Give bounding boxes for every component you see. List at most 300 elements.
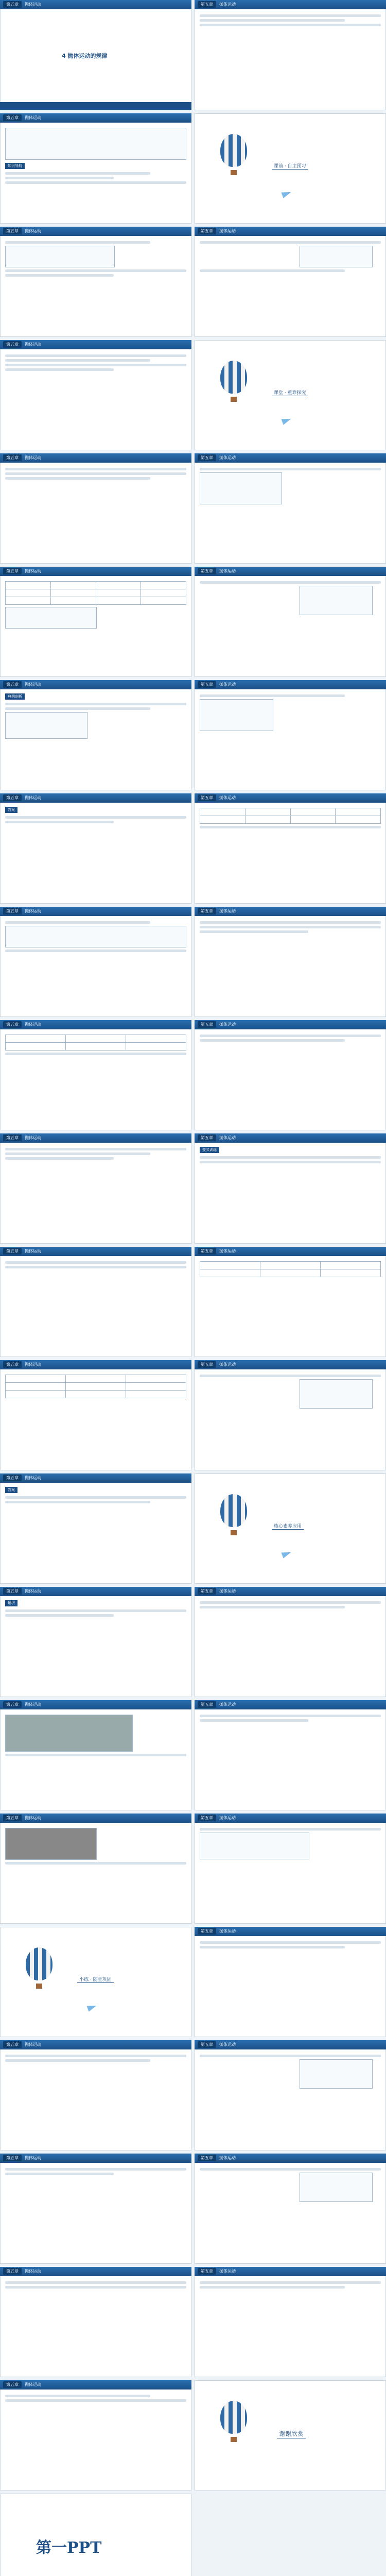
slide-content[interactable] <box>0 2380 191 2490</box>
slide-column-right <box>195 0 386 2494</box>
chapter-label: 第五章 <box>3 341 22 348</box>
lesson-title: 4 抛体运动的规律 <box>62 53 108 59</box>
brand-logo: 第一PPT <box>36 2539 102 2557</box>
chapter-title: 抛体运动 <box>219 1022 236 1027</box>
slide-header <box>0 1473 191 1483</box>
slide-header <box>0 1360 191 1369</box>
balloon-icon <box>220 1494 247 1527</box>
slide-body <box>0 2163 191 2180</box>
chapter-title: 抛体运动 <box>219 1362 236 1367</box>
slide-body <box>0 1709 191 1761</box>
text-line <box>5 241 150 244</box>
slide-content[interactable] <box>0 1814 191 1924</box>
diagram <box>300 1379 373 1409</box>
slide-thanks[interactable] <box>195 2380 386 2490</box>
diagram <box>5 712 87 739</box>
chapter-label: 第五章 <box>198 1815 216 1821</box>
diagram <box>5 926 186 947</box>
text-line <box>200 826 381 828</box>
text-line <box>5 1862 186 1865</box>
analysis-tag: 解析 <box>5 1600 17 1606</box>
slide-header <box>0 453 191 463</box>
slide-title[interactable] <box>0 0 191 110</box>
text-line <box>200 1039 345 1042</box>
content-table <box>200 808 381 824</box>
slide-content[interactable] <box>0 907 191 1017</box>
diagram <box>5 246 115 267</box>
section-title: 核心素养应用 <box>272 1522 304 1530</box>
chapter-label: 第五章 <box>198 1021 216 1028</box>
slide-body <box>0 689 191 744</box>
text-line <box>5 1501 150 1503</box>
slide-body <box>0 576 191 634</box>
slide-body <box>195 689 386 736</box>
answer-tag: 答案 <box>5 807 17 813</box>
text-line <box>5 472 186 475</box>
slide-body <box>0 1483 191 1509</box>
paper-plane-icon <box>86 2003 97 2011</box>
chapter-title: 抛体运动 <box>25 115 41 120</box>
slide-body <box>195 1709 386 1727</box>
slide-content[interactable] <box>195 2154 386 2264</box>
slide-header <box>0 0 191 9</box>
text-line <box>5 1266 186 1268</box>
text-line <box>200 468 381 470</box>
slide-header <box>0 2380 191 2389</box>
slide-column-left <box>0 0 191 2576</box>
chapter-label: 第五章 <box>3 794 22 801</box>
content-table <box>5 1035 186 1050</box>
text-line <box>5 2281 186 2284</box>
slide-header <box>0 340 191 349</box>
slide-content[interactable] <box>195 907 386 1017</box>
section-title: 小练 · 随堂巩固 <box>77 1976 114 1983</box>
slide-content[interactable] <box>195 1360 386 1470</box>
chapter-label: 第五章 <box>3 2155 22 2161</box>
text-line <box>5 1496 186 1499</box>
chapter-title: 抛体运动 <box>25 2 41 7</box>
slide-example[interactable] <box>0 680 191 790</box>
slide-header <box>0 1020 191 1029</box>
slide-header <box>0 567 191 576</box>
chapter-title: 抛体运动 <box>25 2042 41 2047</box>
slide-body <box>0 1369 191 1403</box>
diagram <box>200 699 273 731</box>
chapter-title: 抛体运动 <box>25 682 41 687</box>
slide-body <box>195 1823 386 1865</box>
chapter-title: 抛体运动 <box>25 2156 41 2160</box>
slide-content[interactable] <box>0 1133 191 1244</box>
slide-body <box>195 2276 386 2294</box>
slide-body <box>0 1596 191 1622</box>
slide-body <box>195 1256 386 1282</box>
slide-table[interactable] <box>0 1360 191 1470</box>
slide-header <box>0 1133 191 1143</box>
slide-table[interactable] <box>0 1020 191 1130</box>
text-line <box>200 19 345 22</box>
text-line <box>5 177 114 179</box>
slide-body <box>0 1256 191 1274</box>
slide-header <box>0 1700 191 1709</box>
chapter-label: 第五章 <box>3 1475 22 1481</box>
slide-header <box>195 1700 386 1709</box>
section-title: 课前 · 自主预习 <box>272 162 308 170</box>
text-line <box>200 2055 381 2057</box>
slide-content[interactable] <box>0 340 191 450</box>
chapter-title: 抛体运动 <box>25 1589 41 1594</box>
chapter-title: 抛体运动 <box>25 1136 41 1140</box>
chapter-title: 抛体运动 <box>25 795 41 800</box>
diagram <box>300 2059 373 2089</box>
text-line <box>200 2281 381 2284</box>
slide-content[interactable] <box>195 2267 386 2377</box>
diagram <box>200 472 282 504</box>
chapter-title: 抛体运动 <box>219 2156 236 2160</box>
slide-body <box>195 9 386 31</box>
slide-body <box>195 576 386 620</box>
diagram <box>200 1833 309 1859</box>
text-line <box>5 2168 186 2171</box>
slide-content[interactable] <box>195 1927 386 2037</box>
trial-tag: 变式训练 <box>200 1147 219 1153</box>
chapter-title: 抛体运动 <box>219 1929 236 1934</box>
text-line <box>5 368 114 371</box>
text-line <box>5 2173 114 2175</box>
slide-content[interactable] <box>195 453 386 564</box>
slide-body <box>0 1029 191 1060</box>
balloon-icon <box>26 1947 52 1980</box>
chapter-title: 抛体运动 <box>219 682 236 687</box>
text-line <box>5 1609 186 1612</box>
slide-header <box>195 227 386 236</box>
slide-photo[interactable] <box>0 1700 191 1810</box>
answer-tag: 答案 <box>5 1487 17 1493</box>
paper-plane-icon <box>281 1549 292 1558</box>
text-line <box>5 707 150 710</box>
slide-body <box>0 349 191 376</box>
text-line <box>5 181 186 184</box>
text-line <box>200 581 381 584</box>
text-line <box>5 921 150 924</box>
chapter-label: 第五章 <box>3 1361 22 1368</box>
slide-header <box>195 567 386 576</box>
slide-header <box>195 1247 386 1256</box>
slide-header <box>195 2040 386 2049</box>
slide-header <box>195 1587 386 1596</box>
slide-body <box>195 236 386 277</box>
slide-table[interactable] <box>195 1247 386 1357</box>
chapter-title: 抛体运动 <box>219 2042 236 2047</box>
chapter-label: 第五章 <box>198 1134 216 1141</box>
text-line <box>5 1148 186 1150</box>
slide-header <box>195 907 386 916</box>
slide-header <box>0 1587 191 1596</box>
slide-table[interactable] <box>0 567 191 677</box>
slide-content[interactable] <box>195 1587 386 1697</box>
slide-content[interactable] <box>0 1247 191 1357</box>
chapter-label: 第五章 <box>198 681 216 688</box>
slide-header <box>195 2154 386 2163</box>
chapter-label: 第五章 <box>3 1588 22 1595</box>
slide-content[interactable] <box>195 2040 386 2150</box>
slide-section[interactable] <box>195 113 386 224</box>
chapter-label: 第五章 <box>198 454 216 461</box>
chapter-label: 第五章 <box>198 1 216 8</box>
text-line <box>5 703 186 705</box>
chapter-label: 第五章 <box>198 794 216 801</box>
slide-header <box>195 1133 386 1143</box>
chapter-label: 第五章 <box>3 114 22 121</box>
text-line <box>200 1601 381 1604</box>
slide-header <box>0 227 191 236</box>
text-line <box>200 2286 345 2289</box>
text-line <box>200 1719 308 1722</box>
chapter-title: 抛体运动 <box>219 569 236 573</box>
chapter-label: 第五章 <box>3 568 22 574</box>
text-line <box>200 930 308 933</box>
chapter-label: 第五章 <box>3 2381 22 2388</box>
text-line <box>5 821 114 823</box>
text-line <box>5 172 150 175</box>
slide-answer[interactable] <box>0 793 191 904</box>
text-line <box>5 364 186 366</box>
text-line <box>200 926 381 928</box>
text-line <box>200 1606 345 1608</box>
chapter-title: 抛体运动 <box>25 1249 41 1253</box>
text-line <box>200 1941 381 1944</box>
content-table <box>5 581 186 605</box>
slide-header <box>0 1247 191 1256</box>
slide-body <box>0 803 191 828</box>
text-line <box>5 2399 186 2402</box>
slide-header <box>0 907 191 916</box>
chapter-label: 第五章 <box>198 2041 216 2048</box>
paper-plane-icon <box>281 189 292 198</box>
slide-body <box>195 1596 386 1614</box>
chapter-title: 抛体运动 <box>25 2269 41 2274</box>
slide-header <box>195 0 386 9</box>
text-line <box>200 1946 345 1948</box>
slide-content[interactable] <box>195 227 386 337</box>
chapter-title: 抛体运动 <box>25 1476 41 1480</box>
text-line <box>5 2055 186 2057</box>
chapter-title: 抛体运动 <box>219 1816 236 1820</box>
chapter-label: 第五章 <box>3 1 22 8</box>
chapter-title: 抛体运动 <box>25 229 41 233</box>
text-line <box>200 14 381 17</box>
chapter-label: 第五章 <box>198 568 216 574</box>
slide-content[interactable] <box>195 1020 386 1130</box>
text-line <box>200 1035 381 1037</box>
chapter-label: 第五章 <box>3 454 22 461</box>
slide-header <box>0 2040 191 2049</box>
text-line <box>200 1375 381 1377</box>
chapter-label: 第五章 <box>198 1361 216 1368</box>
chapter-title: 抛体运动 <box>219 1589 236 1594</box>
text-line <box>5 359 150 362</box>
text-line <box>200 1715 381 1717</box>
slide-header <box>0 2267 191 2276</box>
slide-footer-bar <box>0 102 191 110</box>
chapter-title: 抛体运动 <box>25 1702 41 1707</box>
chapter-label: 第五章 <box>3 1021 22 1028</box>
slide-body <box>0 2276 191 2294</box>
slide-content[interactable] <box>0 453 191 564</box>
chapter-title: 抛体运动 <box>219 2 236 7</box>
diagram <box>5 607 97 629</box>
text-line <box>200 269 345 272</box>
text-line <box>200 1156 381 1159</box>
text-line <box>5 2059 150 2062</box>
chapter-label: 第五章 <box>3 681 22 688</box>
photo <box>5 1715 133 1752</box>
chapter-label: 第五章 <box>3 1134 22 1141</box>
text-line <box>5 468 186 470</box>
diagram <box>300 246 373 267</box>
chapter-label: 第五章 <box>198 2268 216 2275</box>
chapter-title: 抛体运动 <box>25 569 41 573</box>
text-line <box>200 1161 381 1163</box>
slide-header <box>0 2154 191 2163</box>
slide-body <box>0 463 191 485</box>
chapter-title: 抛体运动 <box>25 2382 41 2387</box>
chapter-label: 第五章 <box>3 228 22 234</box>
diagram <box>300 586 373 615</box>
chapter-title: 抛体运动 <box>219 1702 236 1707</box>
slide-content[interactable] <box>0 2040 191 2150</box>
chapter-label: 第五章 <box>3 1248 22 1255</box>
text-line <box>5 816 186 819</box>
slide-body <box>0 2049 191 2067</box>
slide-body <box>195 1029 386 1047</box>
chapter-title: 抛体运动 <box>25 1362 41 1367</box>
paper-plane-icon <box>281 416 292 425</box>
chapter-title: 抛体运动 <box>219 229 236 233</box>
chapter-label: 第五章 <box>198 1588 216 1595</box>
slide-body <box>195 2163 386 2207</box>
text-line <box>200 694 345 697</box>
chapter-title: 抛体运动 <box>219 1249 236 1253</box>
slide-body <box>0 2389 191 2407</box>
slide-body <box>0 236 191 282</box>
slide-body <box>0 123 191 189</box>
chapter-label: 第五章 <box>198 1248 216 1255</box>
chapter-label: 第五章 <box>198 908 216 914</box>
text-line <box>5 1053 186 1055</box>
objectives-box <box>5 128 186 160</box>
text-line <box>5 269 186 272</box>
text-line <box>5 354 186 357</box>
text-line <box>5 1754 186 1756</box>
balloon-icon <box>220 134 247 167</box>
slide-header <box>195 2267 386 2276</box>
text-line <box>200 24 381 26</box>
chapter-title: 抛体运动 <box>219 909 236 913</box>
slide-section[interactable] <box>195 340 386 450</box>
slide-header <box>195 1360 386 1369</box>
content-table <box>5 1375 186 1398</box>
chapter-label: 第五章 <box>198 1701 216 1708</box>
slide-body <box>0 916 191 957</box>
slide-content[interactable] <box>195 680 386 790</box>
slide-content[interactable] <box>195 0 386 110</box>
chapter-title: 抛体运动 <box>219 455 236 460</box>
slide-content[interactable] <box>195 1814 386 1924</box>
slide-trial[interactable] <box>195 1133 386 1244</box>
text-line <box>200 241 381 244</box>
chapter-label: 第五章 <box>3 908 22 914</box>
slide-header <box>195 1927 386 1936</box>
chapter-title: 抛体运动 <box>219 1136 236 1140</box>
slide-body <box>195 1936 386 1954</box>
slide-body <box>195 1143 386 1168</box>
chapter-title: 抛体运动 <box>25 342 41 347</box>
thanks-title: 谢谢欣赏 <box>277 2429 306 2438</box>
slide-section[interactable] <box>195 1473 386 1584</box>
slide-header <box>0 680 191 689</box>
slide-content[interactable] <box>195 1700 386 1810</box>
slide-analysis[interactable] <box>0 1587 191 1697</box>
text-line <box>5 1153 150 1155</box>
text-line <box>5 1261 186 1264</box>
slide-header <box>195 680 386 689</box>
chapter-label: 第五章 <box>198 1928 216 1935</box>
slide-header <box>0 113 191 123</box>
text-line <box>5 477 150 480</box>
chapter-title: 抛体运动 <box>25 1022 41 1027</box>
chapter-title: 抛体运动 <box>25 455 41 460</box>
balloon-icon <box>220 361 247 394</box>
text-line <box>5 1614 114 1617</box>
chapter-title: 抛体运动 <box>25 1816 41 1820</box>
chapter-label: 第五章 <box>198 2155 216 2161</box>
slide-content[interactable] <box>195 567 386 677</box>
slide-body <box>0 1143 191 1165</box>
text-line <box>5 2395 150 2397</box>
slide-table[interactable] <box>195 793 386 904</box>
slide-answer[interactable] <box>0 1473 191 1584</box>
text-line <box>5 2286 186 2289</box>
slide-header <box>0 793 191 803</box>
slide-body <box>195 1369 386 1414</box>
chapter-label: 第五章 <box>198 228 216 234</box>
slide-section[interactable] <box>0 1927 191 2037</box>
slide-body <box>0 1823 191 1870</box>
chapter-label: 第五章 <box>3 2268 22 2275</box>
slide-body <box>195 916 386 938</box>
content-table <box>200 1261 381 1277</box>
slide-body <box>195 463 386 510</box>
slide-header <box>195 453 386 463</box>
chapter-label: 第五章 <box>3 1701 22 1708</box>
text-line <box>200 2168 381 2171</box>
balloon-icon <box>220 2401 247 2434</box>
slide-header <box>0 1814 191 1823</box>
text-line <box>5 950 186 952</box>
slide-body <box>195 2049 386 2094</box>
section-title: 课堂 · 重难探究 <box>272 389 308 396</box>
slide-header <box>195 1020 386 1029</box>
chapter-title: 抛体运动 <box>219 2269 236 2274</box>
slide-header <box>195 1814 386 1823</box>
slide-objectives[interactable] <box>0 113 191 224</box>
slide-content[interactable] <box>0 2267 191 2377</box>
slide-logo[interactable] <box>0 2494 191 2576</box>
text-line <box>5 1157 114 1160</box>
text-line <box>200 1828 381 1831</box>
slide-content[interactable] <box>0 2154 191 2264</box>
slide-content[interactable] <box>0 227 191 337</box>
